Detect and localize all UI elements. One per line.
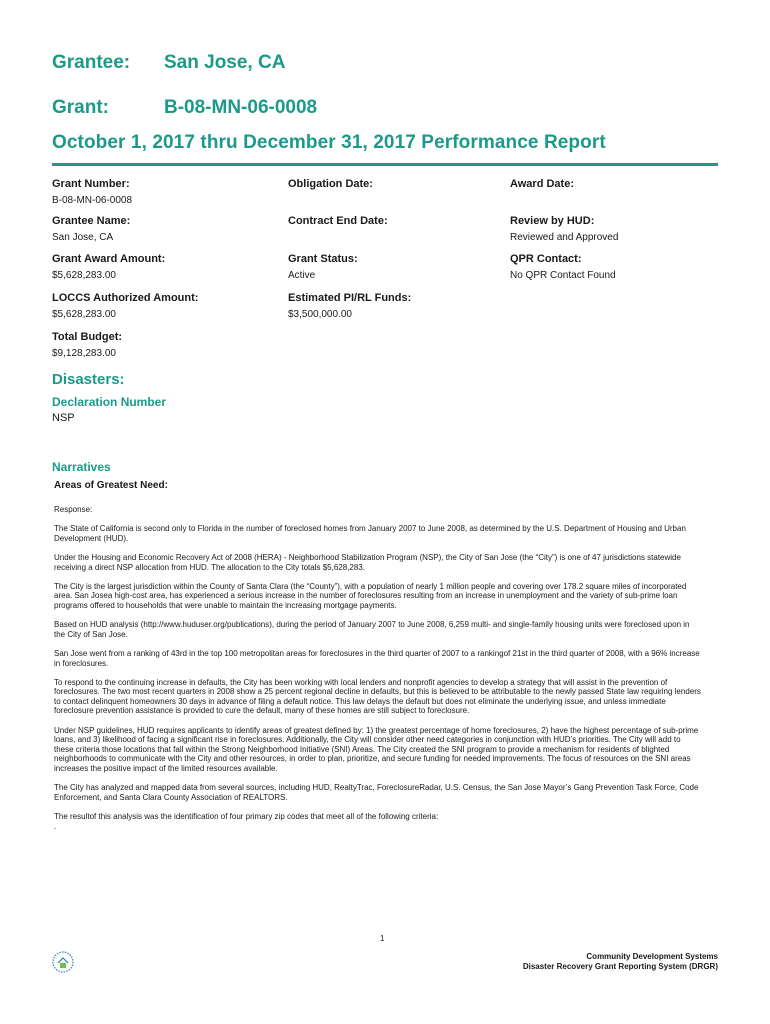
grantee-value: San Jose, CA bbox=[164, 52, 286, 73]
narrative-paragraph: To respond to the continuing increase in defaults, the City has been working with local lenders and nonprofit agencies to develop a strategy that will assist in the prevention of foreclosures. The two most recent quarters in 2008 show a 25 percent regional decline in defaults, but this is believed to be attributable to the newly passed State law requiring lenders to contact delinquent homeowners 30 days in advance of filing a default notice. This law delays the default but does not eliminate the underlying issue, and unless immediate foreclosure prevention assistance is provided to cure the default, many of these homes are still subject to foreclosure. bbox=[54, 677, 701, 716]
total-budget-value: $9,128,283.00 bbox=[52, 348, 116, 359]
estimated-pi-rl-funds-value: $3,500,000.00 bbox=[288, 309, 352, 320]
narrative-paragraph: Under the Housing and Economic Recovery Act of 2008 (HERA) - Neighborhood Stabilization Program (NSP), the City of San Jose (the “City”) is one of 47 jurisdictions statewide receiving a direct NSP allocation from HUD. The allocation to the City totals $5,628,283. bbox=[54, 552, 681, 572]
narrative-paragraph: Based on HUD analysis (http://www.huduser.org/publications), during the period of January 2007 to June 2008, 6,259 multi- and single-family housing units were foreclosed upon in the City of San Jose. bbox=[54, 620, 690, 639]
contract-end-date-label: Contract End Date: bbox=[288, 215, 388, 227]
declaration-number-value: NSP bbox=[52, 412, 75, 424]
grant-value: B-08-MN-06-0008 bbox=[164, 97, 318, 118]
estimated-pi-rl-funds-field bbox=[288, 292, 411, 320]
narrative-paragraph: San Jose went from a ranking of 43rd in the top 100 metropolitan areas for foreclosures in the third quarter of 2007 to a rankingof 21st in the third quarter of 2008, with a 96% increase in foreclosures. bbox=[54, 648, 700, 668]
contract-end-date-field bbox=[288, 215, 388, 232]
review-by-hud-field bbox=[510, 215, 618, 243]
narratives-title: Narratives bbox=[52, 460, 111, 474]
grantee-name-value: San Jose, CA bbox=[52, 232, 114, 243]
disasters-title: Disasters: bbox=[52, 371, 125, 388]
narrative-trailing-mark: . bbox=[54, 821, 57, 831]
review-by-hud-label: Review by HUD: bbox=[510, 215, 595, 227]
narratives-subtitle: Areas of Greatest Need: bbox=[54, 480, 168, 491]
grant-award-amount-field bbox=[52, 253, 165, 281]
footer-org: Community Development Systems bbox=[586, 952, 718, 961]
grant-number-value: B-08-MN-06-0008 bbox=[52, 195, 133, 206]
qpr-contact-label: QPR Contact: bbox=[510, 253, 582, 265]
grant-label: Grant: bbox=[52, 97, 109, 118]
grant-status-field bbox=[288, 253, 358, 281]
loccs-authorized-amount-value: $5,628,283.00 bbox=[52, 309, 116, 320]
grantee-name-label: Grantee Name: bbox=[52, 215, 131, 227]
grant-heading bbox=[52, 97, 317, 119]
loccs-authorized-amount-label: LOCCS Authorized Amount: bbox=[52, 292, 199, 304]
grantee-name-field bbox=[52, 215, 130, 243]
title-divider bbox=[52, 163, 718, 166]
grant-award-amount-label: Grant Award Amount: bbox=[52, 253, 166, 265]
declaration-number-label: Declaration Number bbox=[52, 395, 167, 409]
grant-status-label: Grant Status: bbox=[288, 253, 358, 265]
narratives-body bbox=[54, 505, 702, 841]
narrative-paragraph: The City is the largest jurisdiction within the County of Santa Clara (the “County”), with a population of nearly 1 million people and covering over 178.2 square miles of incorporated area. San Josea high-cost area, has experienced a serious increase in the number of foreclosures resulting from an increase in unemployment and the variety of sub-prime loan programs offered to households that were unable to maintain the increasing mortgage payments. bbox=[54, 581, 687, 610]
grantee-heading bbox=[52, 52, 285, 74]
obligation-date-label: Obligation Date: bbox=[288, 178, 373, 190]
narrative-paragraph: The City has analyzed and mapped data from several sources, including HUD, RealtyTrac, ForeclosureRadar, U.S. Census, the San Jose Mayor’s Gang Prevention Task Force, Code Enforcement, and Santa Clara County Association of REALTORS. bbox=[54, 783, 699, 802]
grant-status-value: Active bbox=[288, 270, 316, 281]
footer-system: Disaster Recovery Grant Reporting System (DRGR) bbox=[522, 962, 718, 971]
qpr-contact-field bbox=[510, 253, 616, 281]
narrative-paragraph: Under NSP guidelines, HUD requires applicants to identify areas of greatest defined by: 1) the greatest percentage of home foreclosures, 2) have the highest percentage of sub-prime loans, and 3) likelihood of facing a significant rise in foreclosures. Additionally, the City will consider other need categories in conjunction with HUD’s priorities. The City will add to these criteria those locations that fall within the Strong Neighborhood Initiative (SNI) Areas. The City created the SNI program to provide a mechanism for residents of blighted neighborhoods to communicate with the City and other resources, in order to plan, prioritize, and secure funding for needed improvements. The focus of resources on the SNI areas increases the positive impact of the limited resources available. bbox=[54, 725, 699, 774]
award-date-field bbox=[510, 178, 574, 195]
page-number: 1 bbox=[380, 934, 385, 943]
total-budget-field bbox=[52, 331, 122, 359]
qpr-contact-value: No QPR Contact Found bbox=[510, 270, 616, 281]
estimated-pi-rl-funds-label: Estimated PI/RL Funds: bbox=[288, 292, 412, 304]
narrative-paragraph: The State of California is second only to Florida in the number of foreclosed homes from January 2007 to June 2008, as determined by the U.S. Department of Housing and Urban Development (HUD). bbox=[54, 524, 686, 543]
hud-seal-icon bbox=[52, 951, 74, 973]
grant-number-label: Grant Number: bbox=[52, 178, 130, 190]
review-by-hud-value: Reviewed and Approved bbox=[510, 232, 619, 243]
loccs-authorized-amount-field bbox=[52, 292, 198, 320]
obligation-date-field bbox=[288, 178, 373, 195]
grantee-label: Grantee: bbox=[52, 52, 131, 73]
report-title: October 1, 2017 thru December 31, 2017 Performance Report bbox=[52, 132, 606, 153]
narrative-paragraph: The resultof this analysis was the identification of four primary zip codes that meet all of the following criteria: bbox=[54, 812, 439, 821]
grant-number-field bbox=[52, 178, 132, 206]
total-budget-label: Total Budget: bbox=[52, 331, 123, 343]
narrative-paragraph: Response: bbox=[54, 505, 93, 514]
award-date-label: Award Date: bbox=[510, 178, 574, 190]
grant-award-amount-value: $5,628,283.00 bbox=[52, 270, 116, 281]
